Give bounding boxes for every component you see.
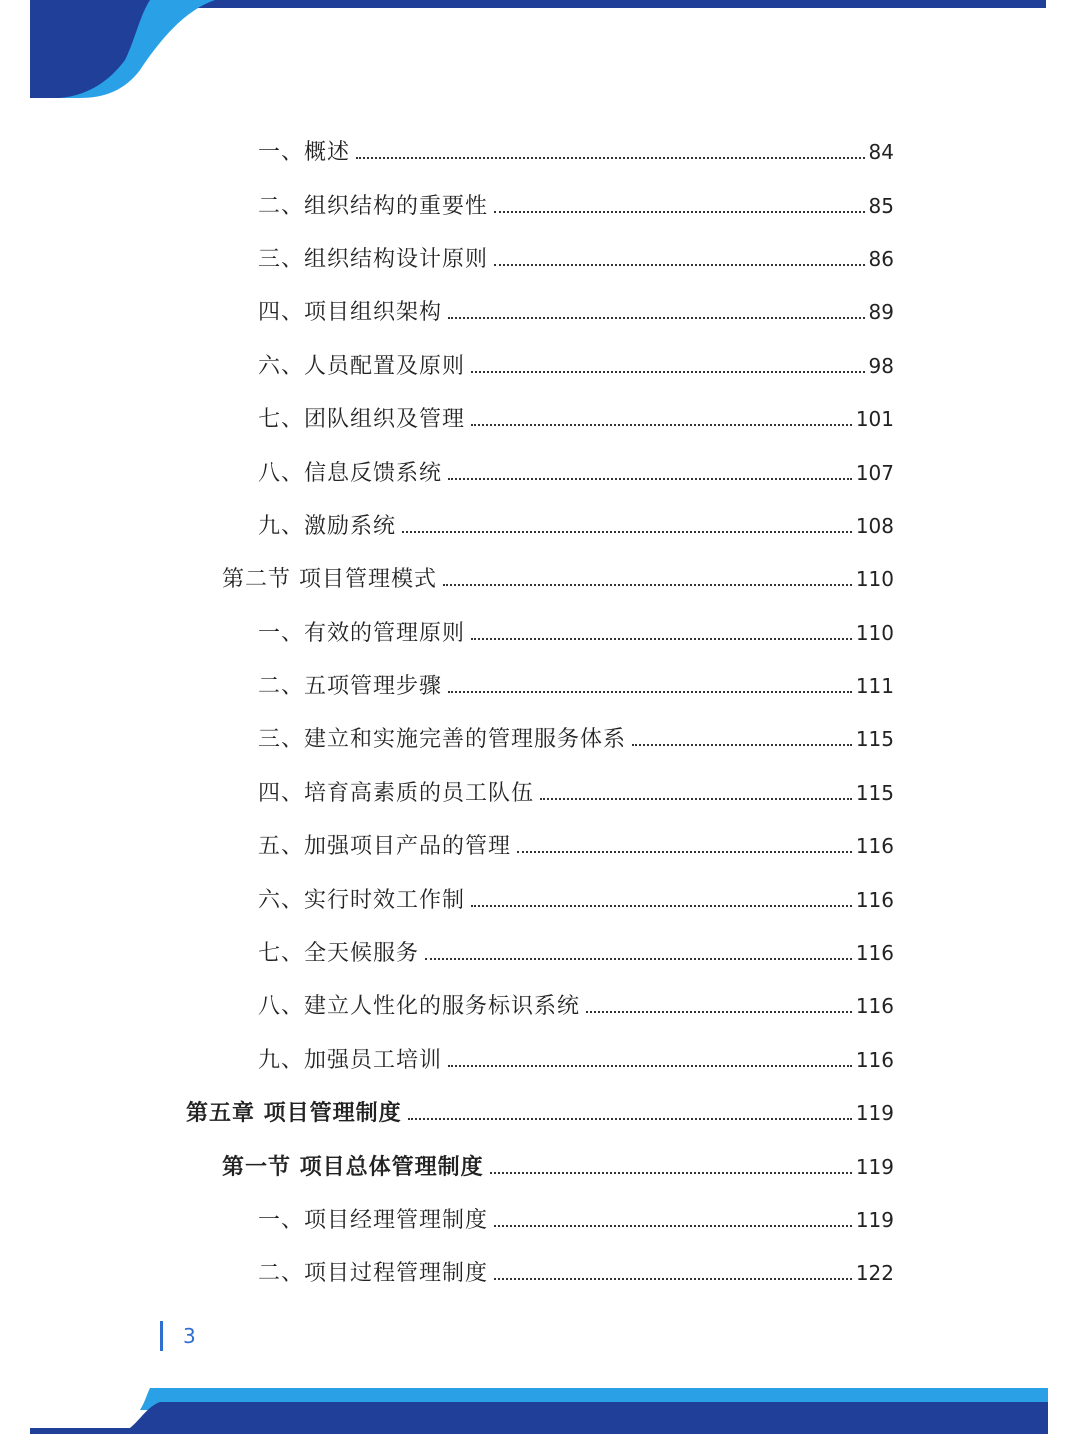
toc-entry-title: 第五章 项目管理制度 — [186, 1101, 402, 1127]
toc-dot-leader — [517, 851, 852, 853]
toc-entry-page: 119 — [855, 1101, 894, 1126]
toc-entry — [0, 658, 1080, 711]
toc-entry-title: 第一节 项目总体管理制度 — [222, 1154, 484, 1180]
toc-entry-title: 四、培育高素质的员工队伍 — [258, 780, 535, 806]
toc-entry-line — [258, 456, 894, 487]
toc-entry-title: 一、有效的管理原则 — [258, 620, 466, 646]
toc-entry — [0, 1138, 1080, 1191]
toc-dot-leader — [425, 958, 852, 960]
toc-entry-page: 116 — [855, 1047, 894, 1072]
toc-entry-page: 116 — [855, 994, 894, 1019]
toc-entry-line — [258, 402, 894, 433]
toc-entry-title: 一、概述 — [258, 140, 351, 166]
toc-dot-leader — [632, 744, 852, 746]
toc-entry-page: 108 — [855, 513, 894, 538]
toc-entry — [0, 711, 1080, 764]
toc-entry — [0, 391, 1080, 444]
toc-entry-title: 二、项目过程管理制度 — [258, 1261, 489, 1287]
toc-dot-leader — [356, 157, 865, 159]
toc-entry-page: 111 — [855, 674, 894, 699]
toc-entry-page: 116 — [855, 887, 894, 912]
toc-dot-leader — [448, 1065, 852, 1067]
toc-entry-page: 116 — [855, 941, 894, 966]
toc-entry-page: 115 — [855, 727, 894, 752]
toc-entry — [0, 338, 1080, 391]
toc-entry — [0, 231, 1080, 284]
toc-entry-page: 101 — [855, 407, 894, 432]
toc-entry-line — [186, 1096, 894, 1127]
toc-entry-page: 89 — [868, 300, 894, 325]
toc-entry — [0, 818, 1080, 871]
page-footer — [160, 1320, 196, 1352]
toc-dot-leader — [448, 478, 852, 480]
toc-entry-title: 六、人员配置及原则 — [258, 353, 466, 379]
toc-entry-line — [258, 1203, 894, 1234]
toc-dot-leader — [540, 798, 852, 800]
toc-entry-line — [258, 776, 894, 807]
toc-entry — [0, 605, 1080, 658]
toc-entry-line — [258, 135, 894, 166]
toc-entry-line — [258, 883, 894, 914]
toc-entry — [0, 177, 1080, 230]
toc-dot-leader — [471, 424, 852, 426]
toc-entry-line — [258, 509, 894, 540]
toc-entry-page: 115 — [855, 780, 894, 805]
toc-entry-title: 三、建立和实施完善的管理服务体系 — [258, 727, 627, 753]
toc-entry-title: 九、激励系统 — [258, 513, 397, 539]
toc-entry — [0, 1085, 1080, 1138]
toc-entry-line — [258, 242, 894, 273]
toc-entry — [0, 284, 1080, 337]
toc-entry-line — [258, 829, 894, 860]
toc-entry-line — [222, 562, 894, 593]
toc-entry-title: 四、项目组织架构 — [258, 300, 443, 326]
toc-entry-title: 一、项目经理管理制度 — [258, 1208, 489, 1233]
toc-entry-page: 98 — [868, 353, 894, 378]
toc-dot-leader — [448, 691, 852, 693]
toc-entry-title: 七、全天候服务 — [258, 941, 420, 967]
toc-entry-page: 119 — [855, 1208, 894, 1232]
page-number: 3 — [183, 1324, 196, 1348]
toc-dot-leader — [471, 638, 852, 640]
toc-dot-leader — [471, 371, 865, 373]
toc-entry-title: 五、加强项目产品的管理 — [258, 834, 512, 860]
toc-dot-leader — [448, 317, 865, 319]
toc-entry — [0, 551, 1080, 604]
toc-entry-page: 107 — [855, 460, 894, 485]
toc-entry-title: 八、信息反馈系统 — [258, 460, 443, 486]
page-number-bar — [160, 1321, 163, 1351]
toc-entry — [0, 444, 1080, 497]
bottom-decoration — [0, 1380, 1080, 1440]
toc-dot-leader — [471, 905, 852, 907]
toc-entry — [0, 1245, 1080, 1298]
toc-dot-leader — [490, 1172, 852, 1174]
toc-dot-leader — [586, 1011, 852, 1013]
toc-entry-title: 二、五项管理步骤 — [258, 674, 443, 700]
toc-entry-title: 七、团队组织及管理 — [258, 407, 466, 433]
toc-entry-title: 六、实行时效工作制 — [258, 887, 466, 913]
toc-entry-line — [258, 669, 894, 700]
toc-entry-page: 110 — [855, 620, 894, 645]
toc-entry-page: 86 — [868, 246, 894, 271]
toc-entry-page: 110 — [855, 567, 894, 592]
toc-entry-page: 122 — [855, 1261, 894, 1286]
toc-entry-line — [258, 722, 894, 753]
toc-entry-title: 八、建立人性化的服务标识系统 — [258, 994, 581, 1020]
toc-entry-line — [258, 295, 894, 326]
toc-dot-leader — [494, 264, 865, 266]
table-of-contents — [0, 124, 1080, 1299]
top-decoration — [0, 0, 1080, 110]
toc-entry-title: 三、组织结构设计原则 — [258, 246, 489, 272]
toc-entry — [0, 871, 1080, 924]
toc-entry — [0, 498, 1080, 551]
toc-entry-line — [258, 616, 894, 647]
toc-entry-title: 九、加强员工培训 — [258, 1047, 443, 1073]
toc-dot-leader — [402, 531, 852, 533]
toc-dot-leader — [443, 584, 852, 586]
toc-entry-line — [258, 936, 894, 967]
toc-dot-leader — [494, 1225, 852, 1227]
toc-entry-line — [258, 189, 894, 220]
toc-entry — [0, 765, 1080, 818]
toc-entry-page: 84 — [868, 140, 894, 165]
toc-entry — [0, 925, 1080, 978]
toc-entry — [0, 124, 1080, 177]
toc-entry-page: 85 — [868, 193, 894, 218]
toc-entry — [0, 978, 1080, 1031]
toc-entry-page: 119 — [855, 1154, 894, 1179]
toc-entry-line — [222, 1150, 894, 1181]
toc-dot-leader — [494, 1278, 852, 1280]
toc-entry-line — [258, 1043, 894, 1074]
toc-entry-title: 第二节 项目管理模式 — [222, 567, 437, 593]
toc-entry-title: 二、组织结构的重要性 — [258, 193, 489, 219]
toc-entry-page: 116 — [855, 834, 894, 859]
toc-entry-line — [258, 349, 894, 380]
toc-dot-leader — [494, 211, 865, 213]
toc-entry-line — [258, 989, 894, 1020]
toc-entry-line — [258, 1256, 894, 1287]
toc-dot-leader — [408, 1118, 852, 1120]
toc-entry — [0, 1032, 1080, 1085]
toc-entry — [0, 1192, 1080, 1245]
